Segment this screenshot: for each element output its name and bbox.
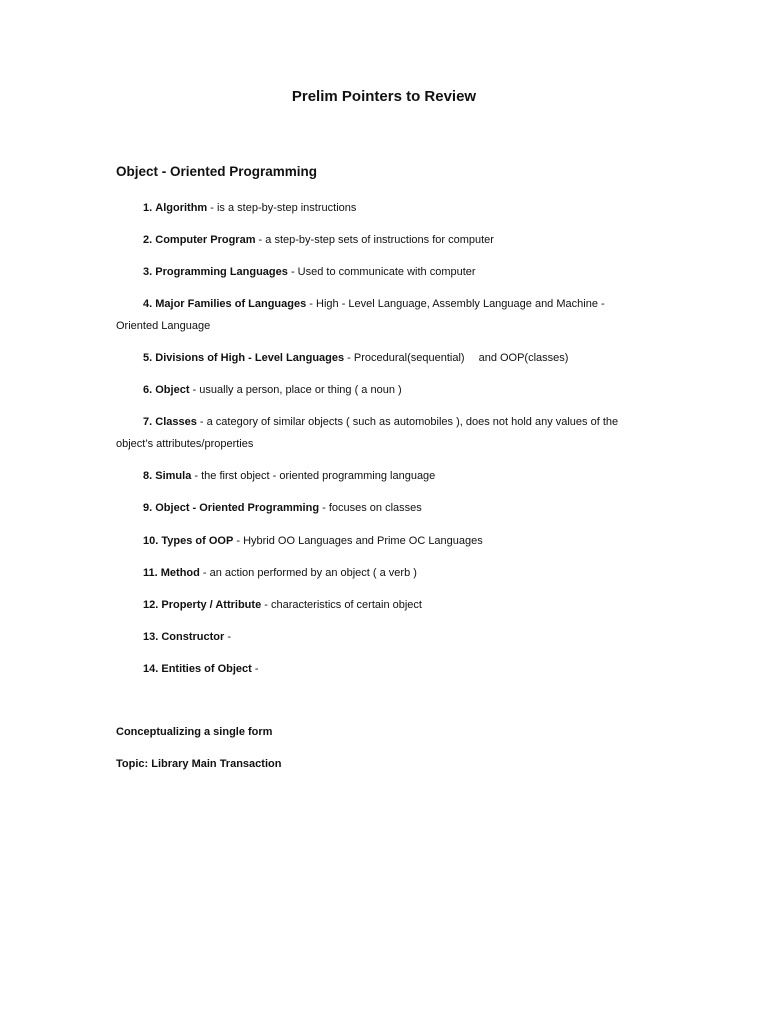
item-number: 3. — [143, 266, 153, 278]
item-definition-extra: and OOP(classes) — [478, 352, 569, 364]
item-number: 4. — [143, 298, 153, 310]
item-separator: - — [207, 202, 217, 214]
item-separator: - — [261, 599, 271, 611]
item-number: 1. — [143, 202, 153, 214]
item-definition: a category of similar objects ( such as automobiles ), does not hold any values of the — [206, 416, 619, 428]
item-number: 10. — [143, 535, 159, 547]
item-definition: the first object - oriented programming language — [201, 470, 436, 482]
item-number: 11. — [143, 567, 158, 579]
item-definition: focuses on classes — [328, 502, 422, 514]
item-separator: - — [251, 663, 259, 675]
item-definition: High - Level Language, Assembly Language and Machine - — [316, 298, 605, 310]
list-item — [116, 562, 656, 584]
footer-subheading: Conceptualizing a single form — [116, 726, 273, 738]
item-number: 13. — [143, 631, 159, 643]
item-definition: Procedural(sequential) — [353, 352, 465, 364]
item-continuation: object’s attributes/properties — [116, 438, 254, 450]
section-heading: Object - Oriented Programming — [116, 164, 318, 179]
item-separator: - — [319, 502, 329, 514]
item-definition: Used to communicate with computer — [297, 266, 476, 278]
item-term: Entities of Object — [161, 663, 252, 675]
item-number: 9. — [143, 502, 153, 514]
item-term: Programming Languages — [155, 266, 288, 278]
item-term: Simula — [155, 470, 192, 482]
list-item — [116, 293, 656, 337]
list-item — [116, 626, 656, 648]
list-item — [116, 594, 656, 616]
item-separator: - — [255, 234, 266, 246]
list-item — [116, 347, 656, 369]
item-term: Types of OOP — [161, 535, 234, 547]
item-term: Property / Attribute — [161, 599, 262, 611]
item-term: Object — [155, 384, 190, 396]
item-separator: - — [287, 266, 298, 278]
item-continuation: Oriented Language — [116, 320, 211, 332]
list-item — [116, 379, 656, 401]
item-separator: - — [199, 567, 210, 579]
item-number: 5. — [143, 352, 153, 364]
item-term: Method — [160, 567, 200, 579]
item-definition: a step-by-step sets of instructions for computer — [265, 234, 494, 246]
list-item — [116, 197, 656, 219]
item-number: 8. — [143, 470, 153, 482]
item-term: Classes — [155, 416, 197, 428]
item-separator: - — [224, 631, 232, 643]
item-term: Object - Oriented Programming — [155, 502, 320, 514]
list-item — [116, 497, 656, 519]
list-item — [116, 658, 656, 680]
list-item — [116, 530, 656, 552]
list-item — [116, 261, 656, 283]
list-item — [116, 229, 656, 251]
item-number: 2. — [143, 234, 153, 246]
item-separator: - — [189, 384, 200, 396]
item-term: Computer Program — [155, 234, 256, 246]
item-term: Constructor — [161, 631, 225, 643]
item-separator: - — [191, 470, 202, 482]
item-number: 7. — [143, 416, 153, 428]
list-item — [116, 411, 656, 455]
item-number: 12. — [143, 599, 159, 611]
item-term: Divisions of High - Level Languages — [155, 352, 345, 364]
document-title: Prelim Pointers to Review — [291, 88, 477, 105]
item-definition: is a step-by-step instructions — [216, 202, 357, 214]
item-number: 6. — [143, 384, 153, 396]
list-item — [116, 465, 656, 487]
item-separator: - — [306, 298, 317, 310]
item-term: Algorithm — [155, 202, 208, 214]
footer-topic: Topic: Library Main Transaction — [116, 758, 282, 770]
item-separator: - — [196, 416, 207, 428]
item-definition: Hybrid OO Languages and Prime OC Languages — [243, 535, 483, 547]
item-definition: usually a person, place or thing ( a noun ) — [199, 384, 402, 396]
item-number: 14. — [143, 663, 159, 675]
item-definition: characteristics of certain object — [270, 599, 422, 611]
item-separator: - — [233, 535, 244, 547]
item-separator: - — [344, 352, 354, 364]
item-definition: an action performed by an object ( a verb ) — [209, 567, 417, 579]
item-term: Major Families of Languages — [155, 298, 307, 310]
